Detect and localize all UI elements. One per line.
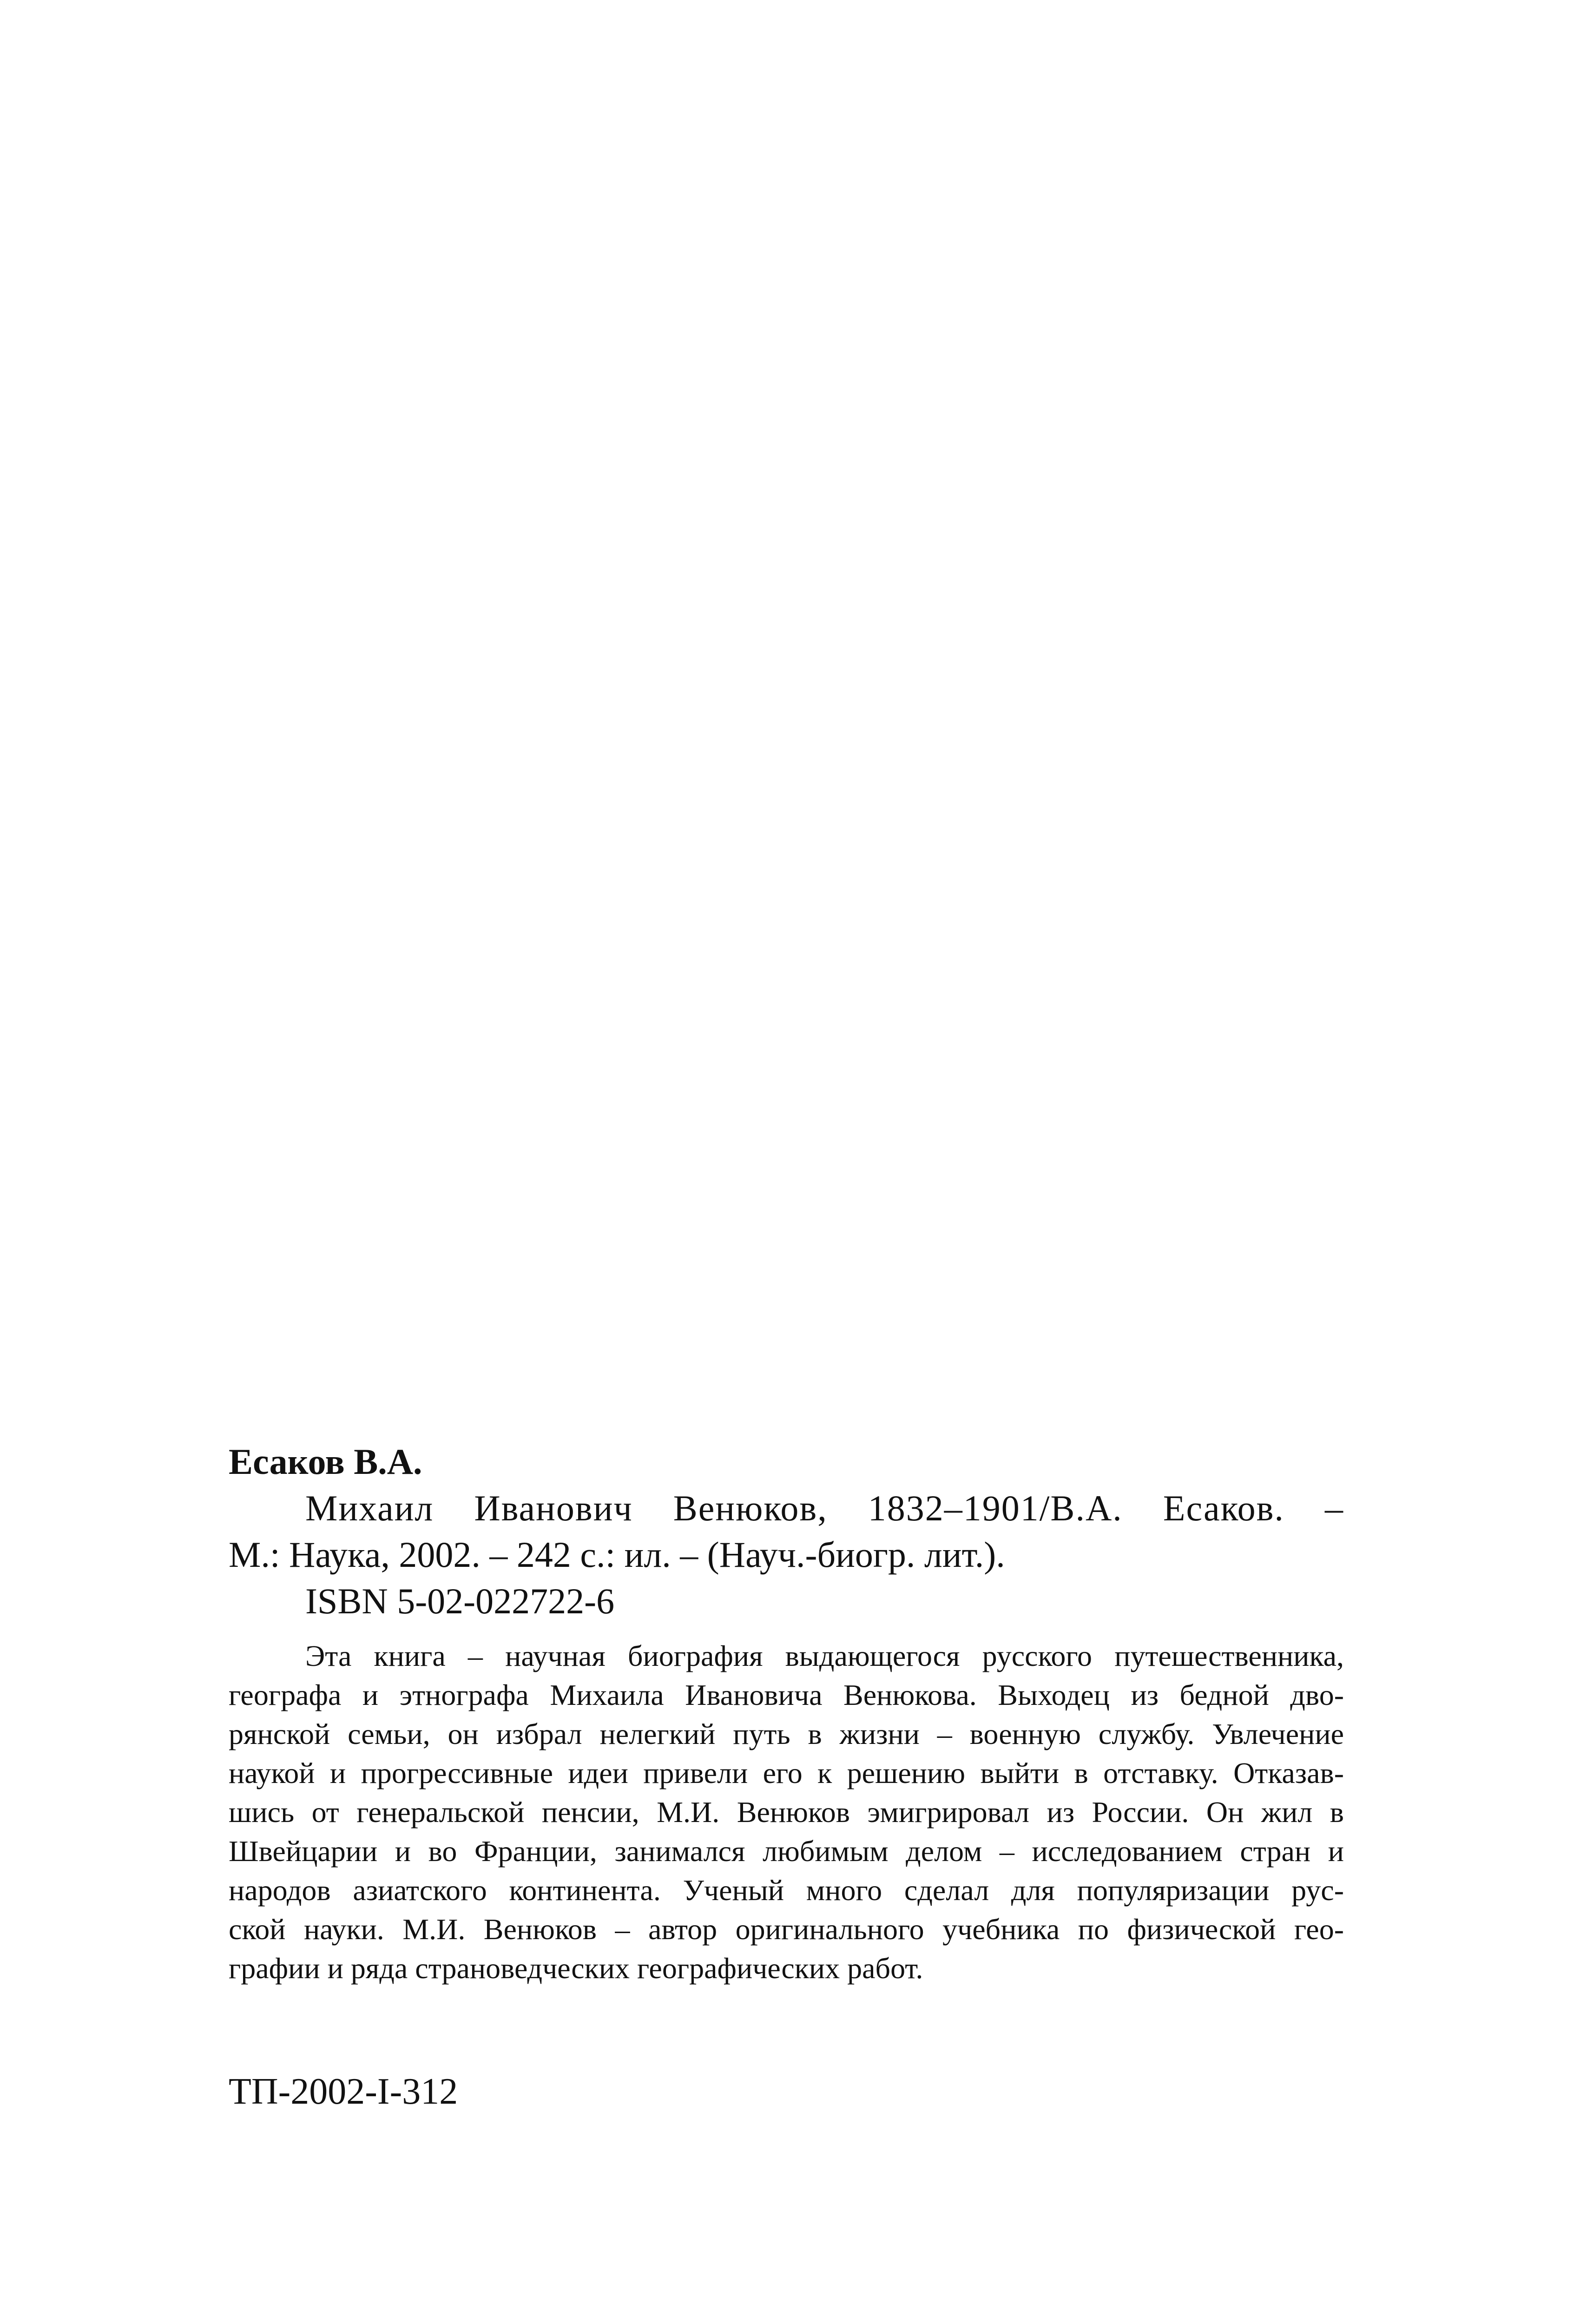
- publication-line: М.: Наука, 2002. – 242 с.: ил. – (Науч.-биогр. лит.).: [229, 1534, 1005, 1575]
- author-heading: Есаков В.А.: [229, 1441, 422, 1482]
- abstract-line: наукой и прогрессивные идеи привели его к решению выйти в отставку. Отказав-: [229, 1756, 1344, 1789]
- title-line: Михаил Иванович Венюков, 1832–1901/В.А. Есаков. –: [305, 1488, 1344, 1528]
- abstract-line: географа и этнографа Михаила Ивановича Венюкова. Выходец из бедной дво-: [229, 1678, 1344, 1711]
- isbn-line: ISBN 5-02-022722-6: [305, 1581, 615, 1621]
- abstract-line: шись от генеральской пенсии, М.И. Венюков эмигрировал из России. Он жил в: [229, 1796, 1344, 1829]
- abstract-line: графии и ряда страноведческих географических работ.: [229, 1952, 923, 1985]
- abstract-line: Швейцарии и во Франции, занимался любимым делом – исследованием стран и: [229, 1835, 1344, 1868]
- abstract: [229, 1637, 1344, 1988]
- abstract-line: ской науки. М.И. Венюков – автор оригинального учебника по физической гео-: [229, 1913, 1344, 1946]
- abstract-line: рянской семьи, он избрал нелегкий путь в жизни – военную службу. Увлечение: [229, 1717, 1344, 1750]
- tp-code: ТП-2002-I-312: [229, 2071, 458, 2112]
- abstract-line: Эта книга – научная биография выдающегося русского путешественника,: [305, 1639, 1344, 1672]
- abstract-line: народов азиатского континента. Ученый много сделал для популяризации рус-: [229, 1874, 1344, 1907]
- catalog-card: [229, 1439, 1344, 1988]
